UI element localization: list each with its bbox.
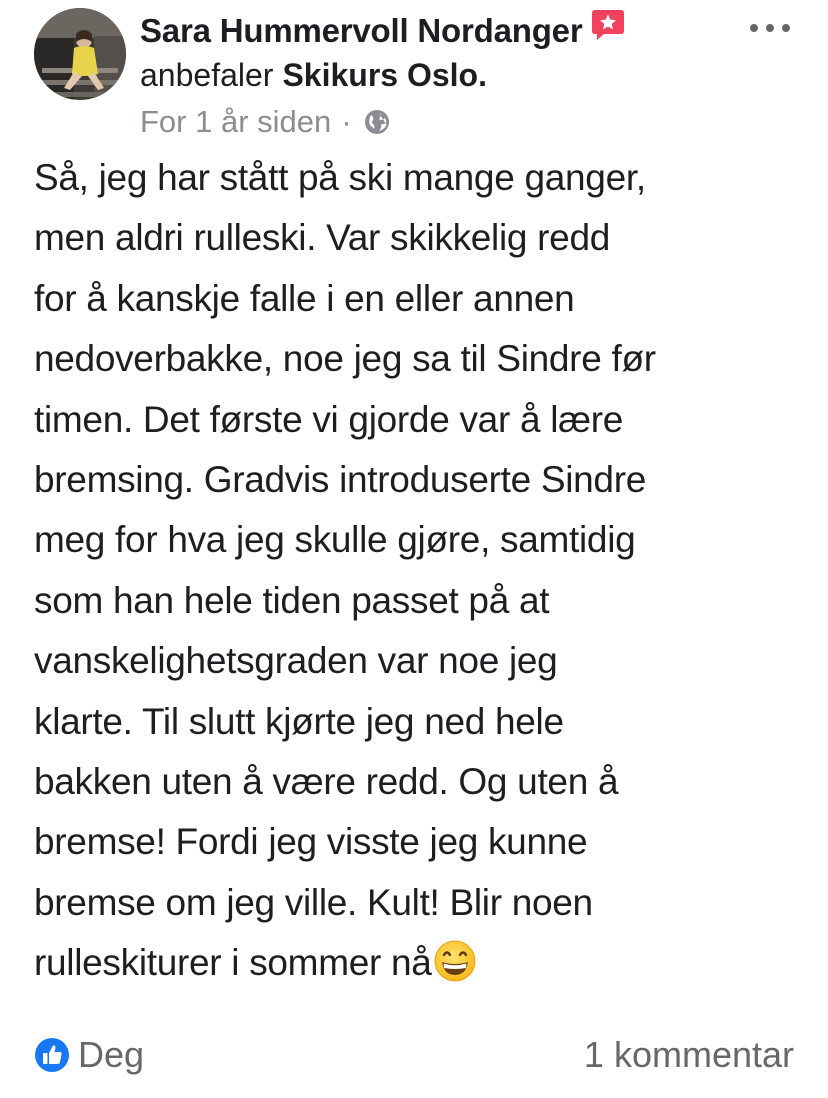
post-text-line: bakken uten å være redd. Og uten å: [34, 761, 619, 803]
meta-separator: ·: [341, 104, 352, 139]
post-timestamp[interactable]: For 1 år siden: [140, 104, 332, 139]
more-horizontal-icon-dot: [750, 24, 758, 32]
post-text-line: rulleskiturer i sommer nå: [34, 942, 432, 984]
post-text-line: som han hele tiden passet på at: [34, 579, 550, 621]
recommendation-line: [140, 54, 487, 96]
author-name[interactable]: Sara Hummervoll Nordanger: [140, 12, 583, 49]
post-text-line: vanskelighetsgraden var noe jeg: [34, 640, 558, 682]
more-horizontal-icon-dot: [766, 24, 774, 32]
reactions-summary[interactable]: [34, 1034, 144, 1076]
post-meta: [140, 100, 390, 144]
grinning-face-emoji: [433, 939, 477, 983]
post-text-line: klarte. Til slutt kjørte jeg ned hele: [34, 700, 564, 742]
post-text-line: nedoverbakke, noe jeg sa til Sindre før: [34, 338, 656, 380]
post-text-line: bremsing. Gradvis introduserte Sindre: [34, 459, 647, 501]
thumbs-up-icon: [34, 1037, 70, 1073]
author-avatar[interactable]: [34, 8, 126, 100]
more-options-button[interactable]: [750, 14, 790, 42]
post-text-line: bremse! Fordi jeg visste jeg kunne: [34, 821, 588, 863]
post-text-line: men aldri rulleski. Var skikkelig redd: [34, 217, 611, 259]
recommendation-star-icon: [590, 7, 626, 43]
recommended-page-link[interactable]: Skikurs Oslo.: [282, 56, 487, 93]
post-header: [140, 10, 626, 52]
post-text-line: timen. Det første vi gjorde var å lære: [34, 398, 624, 440]
avatar-image: [34, 8, 126, 100]
post-text-line: bremse om jeg ville. Kult! Blir noen: [34, 881, 593, 923]
post-text-line: for å kanskje falle i en eller annen: [34, 277, 575, 319]
post-text-line: Så, jeg har stått på ski mange ganger,: [34, 157, 646, 198]
globe-icon: [364, 109, 390, 135]
post-text-last-line: [34, 933, 814, 993]
likes-label: Deg: [78, 1034, 145, 1075]
post-text-line: meg for hva jeg skulle gjøre, samtidig: [34, 519, 636, 561]
post-text: [34, 148, 814, 994]
recommend-verb: anbefaler: [140, 56, 274, 93]
comments-count-link[interactable]: 1 kommentar: [583, 1034, 794, 1075]
post-footer: [34, 1030, 794, 1080]
more-horizontal-icon-dot: [782, 24, 790, 32]
